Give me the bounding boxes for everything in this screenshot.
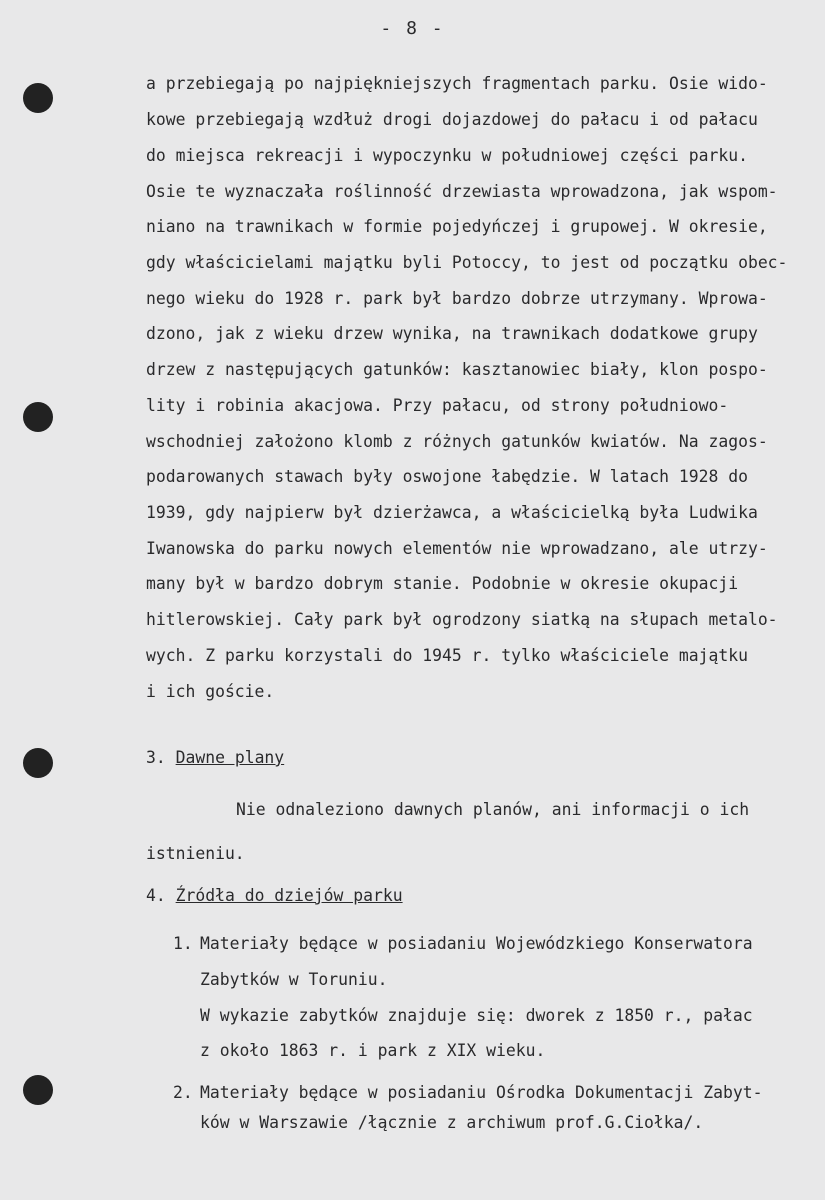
text-line: gdy właścicielami majątku byli Potoccy, to jest od początku obec-: [146, 253, 788, 272]
section-number: 3.: [146, 748, 166, 767]
text-line: W wykazie zabytków znajduje się: dworek z 1850 r., pałac: [200, 1006, 753, 1025]
text-line: do miejsca rekreacji i wypoczynku w południowej części parku.: [146, 146, 748, 165]
binder-hole: [23, 748, 53, 778]
text-line: drzew z następujących gatunków: kasztanowiec biały, klon pospo-: [146, 360, 768, 379]
text-line: Materiały będące w posiadaniu Wojewódzkiego Konserwatora: [200, 934, 753, 953]
text-line: lity i robinia akacjowa. Przy pałacu, od strony południowo-: [146, 396, 729, 415]
text-line: wschodniej założono klomb z różnych gatunków kwiatów. Na zagos-: [146, 432, 768, 451]
binder-hole: [23, 402, 53, 432]
text-line: z około 1863 r. i park z XIX wieku.: [200, 1041, 546, 1060]
section-heading: [146, 886, 403, 905]
text-line: hitlerowskiej. Cały park był ogrodzony siatką na słupach metalo-: [146, 610, 778, 629]
text-line: kowe przebiegają wzdłuż drogi dojazdowej do pałacu i od pałacu: [146, 110, 758, 129]
text-line: many był w bardzo dobrym stanie. Podobnie w okresie okupacji: [146, 574, 739, 593]
page-number: - 8 -: [380, 18, 445, 39]
text-line: 1939, gdy najpierw był dzierżawca, a właścicielką była Ludwika: [146, 503, 758, 522]
text-line: istnieniu.: [146, 844, 245, 863]
section-heading: [146, 748, 284, 767]
text-line: i ich goście.: [146, 682, 275, 701]
text-line: nego wieku do 1928 r. park był bardzo dobrze utrzymany. Wprowa-: [146, 289, 768, 308]
binder-hole: [23, 83, 53, 113]
binder-hole: [23, 1075, 53, 1105]
section-title: Dawne plany: [175, 748, 285, 767]
item-number: 2.: [173, 1083, 193, 1102]
text-line: a przebiegają po najpiękniejszych fragmentach parku. Osie wido-: [146, 74, 768, 93]
text-line: ków w Warszawie /łącznie z archiwum prof.G.Ciołka/.: [200, 1113, 704, 1132]
text-line: Materiały będące w posiadaniu Ośrodka Dokumentacji Zabyt-: [200, 1083, 763, 1102]
text-line: dzono, jak z wieku drzew wynika, na trawnikach dodatkowe grupy: [146, 324, 758, 343]
text-line: Zabytków w Toruniu.: [200, 970, 388, 989]
text-line: Osie te wyznaczała roślinność drzewiasta wprowadzona, jak wspom-: [146, 182, 778, 201]
section-title: Źródła do dziejów parku: [175, 886, 403, 905]
text-line: podarowanych stawach były oswojone łabędzie. W latach 1928 do: [146, 467, 748, 486]
item-number: 1.: [173, 934, 193, 953]
text-line: wych. Z parku korzystali do 1945 r. tylko właściciele majątku: [146, 646, 748, 665]
text-line: Nie odnaleziono dawnych planów, ani informacji o ich: [236, 800, 750, 819]
text-line: niano na trawnikach w formie pojedyńczej i grupowej. W okresie,: [146, 217, 768, 236]
text-line: Iwanowska do parku nowych elementów nie wprowadzano, ale utrzy-: [146, 539, 768, 558]
section-number: 4.: [146, 886, 166, 905]
